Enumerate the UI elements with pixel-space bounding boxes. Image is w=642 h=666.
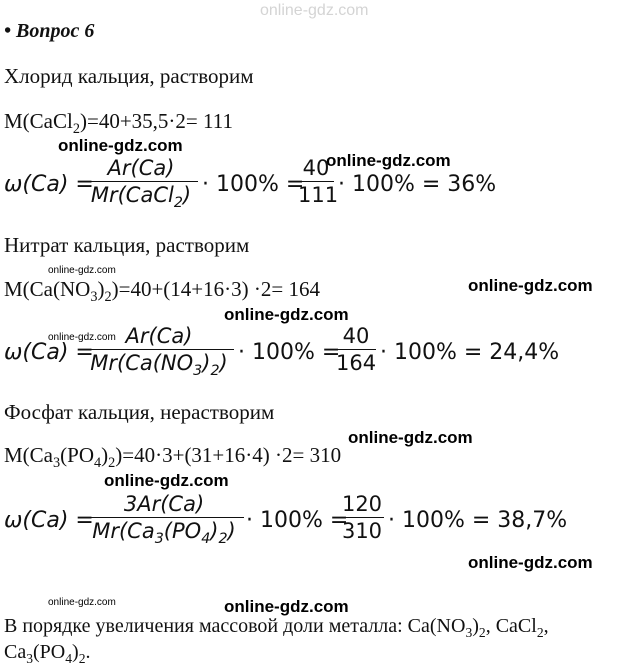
block-3-mass-formula: $M(Ca_3(PO_4)_2)=40\cdot 3+(31+16\cdot 4) \cdot 2= 310$ [4, 443, 342, 471]
block-2-result: · 100% = 24,4% [380, 340, 560, 365]
watermark: online-gdz.com [224, 597, 349, 616]
block-1-mass-formula: M(CaCl$_2$)=40+35,5·2= 111 [4, 109, 233, 137]
block-3-omega: ω(Ca) = [4, 508, 94, 533]
block-1-times: · 100% = [202, 172, 305, 197]
watermark: online-gdz.com [58, 136, 183, 155]
block-1-fraction: Ar(Ca) Mr(CaCl$_2$) [84, 156, 198, 207]
question-title: • Вопрос 6 [4, 20, 95, 42]
block-3-heading: Фосфат кальция, нерастворим [4, 400, 275, 424]
watermark-top: online-gdz.com [260, 2, 369, 19]
block-3-result: · 100% = 38,7% [388, 508, 568, 533]
block-3-fraction: 3Ar(Ca) $Mr(Ca_3(PO_4)_2)$ [84, 492, 244, 543]
watermark-small: online-gdz.com [48, 597, 116, 608]
watermark: online-gdz.com [104, 471, 229, 490]
watermark: online-gdz.com [348, 428, 473, 447]
block-2-times: · 100% = [238, 340, 341, 365]
block-1-fraction-values: 40 111 [298, 156, 339, 207]
block-2-fraction: Ar(Ca) $Mr(Ca(NO_3)_2)$ [84, 324, 234, 375]
watermark-small: online-gdz.com [48, 265, 116, 276]
block-3-times: · 100% = [246, 508, 349, 533]
watermark: online-gdz.com [326, 151, 451, 170]
conclusion-line-2: $Ca_3(PO_4)_2$. [4, 641, 91, 666]
block-3-fraction-values: 120 310 [341, 492, 383, 543]
block-2-omega: ω(Ca) = [4, 340, 94, 365]
block-1-omega: ω(Ca) = [4, 172, 94, 197]
watermark: online-gdz.com [468, 276, 593, 295]
block-2-fraction-values: 40 164 [336, 324, 377, 375]
block-2-heading: Нитрат кальция, растворим [4, 233, 250, 257]
block-2-mass-formula: $M(Ca(NO_3)_2)=40+(14+16\cdot 3) \cdot 2= 164$ [4, 277, 320, 305]
block-1-result: · 100% = 36% [338, 172, 497, 197]
block-1-heading: Хлорид кальция, растворим [4, 64, 254, 88]
watermark-small: online-gdz.com [48, 332, 116, 343]
watermark: online-gdz.com [468, 553, 593, 572]
conclusion-line-1: В порядке увеличения массовой доли металла: $Ca(NO_3)_2$, CaCl$_2$, [4, 615, 549, 640]
watermark: online-gdz.com [224, 305, 349, 324]
